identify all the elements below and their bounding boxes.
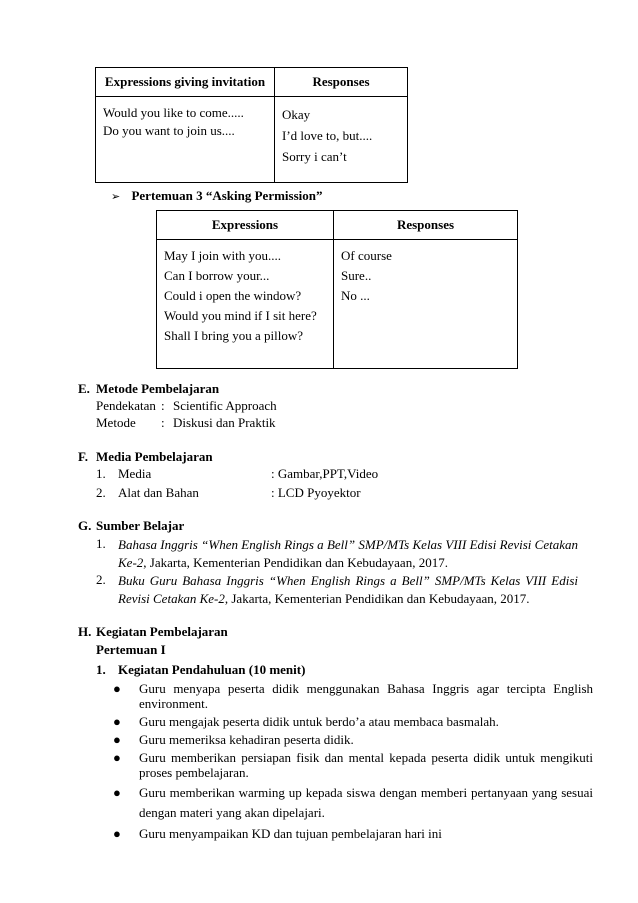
source-title: Buku Guru Bahasa Inggris “When English Rings a Bell” SMP/MTs Kelas VIII Edisi Revisi Cetakan Ke-2: [118, 573, 578, 606]
section-f-num: 1.: [96, 466, 106, 481]
table2-response: Sure..: [341, 268, 372, 283]
meeting3-heading: [111, 188, 323, 205]
list-item-text: Guru memberikan persiapan fisik dan mental kepada peserta didik untuk mengikuti proses pembelajaran.: [139, 750, 593, 780]
section-f-label: Alat dan Bahan: [118, 485, 199, 500]
section-f-value: : LCD Pyoyektor: [271, 485, 361, 500]
table1-expression: Do you want to join us....: [103, 123, 235, 138]
section-f-heading: [78, 449, 213, 465]
list-item: [113, 681, 593, 711]
table1-response: I’d love to, but....: [282, 128, 373, 143]
list-item-text: Guru memeriksa kehadiran peserta didik.: [139, 732, 354, 747]
table1-response: Okay: [282, 107, 311, 122]
subsection-title: Kegiatan Pendahuluan (10 menit): [118, 662, 306, 677]
bullet-icon: ●: [113, 785, 121, 800]
source-num: 2.: [96, 572, 106, 587]
section-f-letter: F.: [78, 449, 88, 464]
section-g-title: Sumber Belajar: [96, 518, 185, 533]
table1-expression: Would you like to come.....: [103, 105, 244, 120]
source-text: [118, 572, 578, 608]
meeting3-title: Pertemuan 3 “Asking Permission”: [131, 188, 323, 203]
table2-responses-cell: [334, 240, 518, 369]
list-item-text: Guru menyampaikan KD dan tujuan pembelajaran hari ini: [139, 826, 442, 841]
list-item: [113, 826, 593, 841]
table2-expression: Can I borrow your...: [164, 268, 270, 283]
section-e-sep: :: [161, 415, 165, 430]
source-publisher: , Jakarta, Kementerian Pendidikan dan Kebudayaan, 2017.: [224, 591, 530, 606]
subsection-heading: [96, 662, 306, 678]
source-publisher: , Jakarta, Kementerian Pendidikan dan Kebudayaan, 2017.: [143, 555, 448, 570]
section-e-value: Scientific Approach: [173, 398, 277, 413]
list-item-text: Guru mengajak peserta didik untuk berdo’a atau membaca basmalah.: [139, 714, 499, 729]
section-f-row: [96, 466, 379, 482]
table2-header-responses: Responses: [334, 211, 518, 240]
section-e-label: Pendekatan: [96, 398, 156, 413]
bullet-icon: ●: [113, 681, 121, 696]
activity-list: [113, 681, 593, 844]
table1-expressions-cell: [96, 97, 275, 183]
list-item-text: Guru menyapa peserta didik menggunakan Bahasa Inggris agar tercipta English environment.: [139, 681, 593, 711]
list-item: [113, 714, 593, 729]
section-h-letter: H.: [78, 624, 92, 639]
bullet-icon: ●: [113, 750, 121, 765]
section-h-heading: [78, 624, 228, 640]
table1-header-responses: Responses: [275, 68, 408, 97]
section-e-row: [96, 415, 276, 431]
section-f-title: Media Pembelajaran: [96, 449, 213, 464]
section-f-num: 2.: [96, 485, 106, 500]
table2-expression: Would you mind if I sit here?: [164, 308, 317, 323]
section-f-label: Media: [118, 466, 152, 481]
table2-expressions-cell: [157, 240, 334, 369]
section-e-heading: [78, 381, 220, 397]
table1-responses-cell: [275, 97, 408, 183]
source-item: [96, 536, 578, 572]
source-text: [118, 536, 578, 572]
bullet-icon: ●: [113, 732, 121, 747]
section-e-letter: E.: [78, 381, 90, 396]
subsection-num: 1.: [96, 662, 106, 677]
list-item: [113, 732, 593, 747]
permission-table: [156, 210, 518, 369]
arrow-bullet-icon: ➢: [111, 190, 121, 203]
table2-response: Of course: [341, 248, 392, 263]
section-e-value: Diskusi dan Praktik: [173, 415, 276, 430]
list-item-text: Guru memberikan warming up kepada siswa dengan memberi pertanyaan yang sesuai dengan materi yang akan dipelajari.: [139, 785, 593, 820]
section-e-row: [96, 398, 277, 414]
section-f-value: : Gambar,PPT,Video: [271, 466, 379, 481]
table2-header-expressions: Expressions: [157, 211, 334, 240]
source-title: Bahasa Inggris “When English Rings a Bell” SMP/MTs Kelas VIII Edisi Revisi Cetakan Ke-2: [118, 537, 578, 570]
invitation-table: [95, 67, 408, 183]
source-num: 1.: [96, 536, 106, 551]
section-e-title: Metode Pembelajaran: [96, 381, 220, 396]
section-g-letter: G.: [78, 518, 92, 533]
section-f-row: [96, 485, 361, 501]
table1-header-expressions: Expressions giving invitation: [96, 68, 275, 97]
section-g-heading: [78, 518, 185, 534]
bullet-icon: ●: [113, 714, 121, 729]
list-item: [113, 783, 593, 823]
list-item: [113, 750, 593, 780]
source-item: [96, 572, 578, 608]
bullet-icon: ●: [113, 826, 121, 841]
table2-expression: Could i open the window?: [164, 288, 302, 303]
section-e-label: Metode: [96, 415, 136, 430]
section-h-title: Kegiatan Pembelajaran: [96, 624, 228, 639]
section-e-sep: :: [161, 398, 165, 413]
table1-response: Sorry i can’t: [282, 149, 347, 164]
table2-expression: Shall I bring you a pillow?: [164, 328, 304, 343]
table2-expression: May I join with you....: [164, 248, 281, 263]
meeting-1-title: Pertemuan I: [96, 642, 166, 657]
table2-response: No ...: [341, 288, 370, 303]
